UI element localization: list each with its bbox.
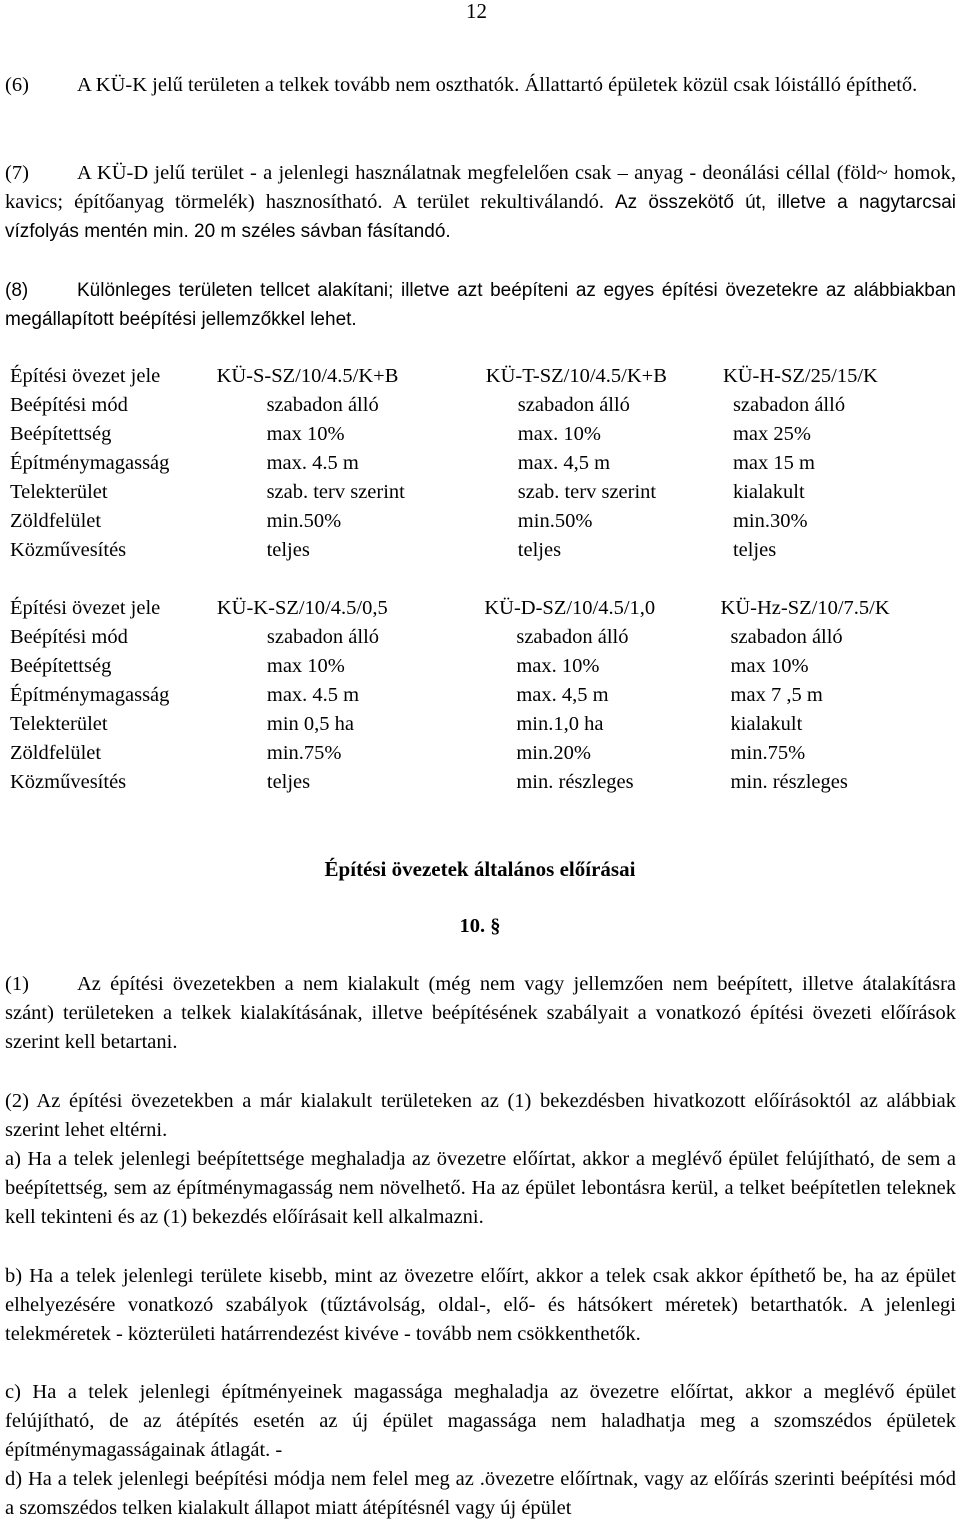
row-label: Építménymagasság [10,452,170,474]
table-cell: max 15 m [732,452,815,474]
page-number: 12 [466,0,487,23]
table-cell: min.75% [266,742,342,764]
row-label: Építménymagasság [10,684,170,706]
table-cell: max. 4,5 m [517,452,611,474]
section-point-c: c) Ha a telek jelenlegi építményeinek magassága meghaladja az övezetre előírtat, akkor a meglévő épület felújítható, de az átépítés esetén az új épület magassága nem haladhatja meg a szomszédos épületek építménymagasságainak átlagát. - [5,1381,956,1461]
row-label: Beépítési mód [10,394,128,416]
table-cell: KÜ-K-SZ/10/4.5/0,5 [216,597,388,619]
row-label: Beépítési mód [10,626,128,648]
table-cell: szabadon álló [266,394,379,416]
table-cell: teljes [732,539,777,561]
table-row [10,449,960,478]
table-cell: KÜ-Hz-SZ/10/7.5/K [720,597,890,619]
table-cell: max 10% [730,655,809,677]
table-cell: max. 4,5 m [516,684,609,706]
table-cell: kialakult [732,481,805,503]
table-cell: max 7 ,5 m [730,684,823,706]
row-label: Zöldfelület [10,510,102,532]
table-cell: max 10% [266,423,345,445]
table-cell: teljes [517,539,562,561]
table-cell: max 25% [732,423,811,445]
row-label: Zöldfelület [10,742,102,764]
table-cell: min 0,5 ha [266,713,354,735]
row-label: Beépítettség [10,655,112,677]
table-row [10,681,960,710]
table-cell: KÜ-D-SZ/10/4.5/1,0 [484,597,656,619]
row-label: Építési övezet jele [10,597,161,619]
row-label: Telekterület [10,481,108,503]
paragraph-text-sans: Az összekötő út, illetve a nagytarcsai vízfolyás mentén min. 20 m széles sávban fásítandó. [5,192,957,242]
paragraph-number: (8) [5,280,29,301]
table-header-row [10,594,960,623]
table-cell: max. 4.5 m [266,452,359,474]
zone-table-1 [10,362,960,565]
table-row [10,536,960,565]
table-cell: max 10% [266,655,345,677]
table-cell: szabadon álló [517,394,630,416]
row-label: Építési övezet jele [10,365,161,387]
zone-table-2 [10,594,960,797]
section-paragraph-2 [5,1087,956,1145]
paragraph-7 [5,159,956,246]
section-title: Építési övezetek általános előírásai [324,857,636,881]
table-cell: teljes [266,539,310,561]
table-cell: max. 10% [516,655,600,677]
table-cell: szab. terv szerint [266,481,405,503]
table-cell: szabadon álló [516,626,629,648]
paragraph-text: Különleges területen tellcet alakítani; illetve azt beépíteni az egyes építési övezetekre az alábbiakban megállapított beépítési jellemzőkkel lehet. [5,280,956,330]
row-label: Közművesítés [10,539,127,561]
table-cell: min.75% [730,742,806,764]
row-label: Telekterület [10,713,108,735]
section-point-d: d) Ha a telek jelenlegi beépítési módja nem felel meg az .övezetre előírtnak, vagy az előírás szerinti beépítési mód a szomszédos telken kialakult állapot miatt átépítésnél vagy új épület [5,1468,956,1519]
table-row [10,739,960,768]
paragraph-number: (1) [5,973,29,995]
table-cell: szabadon álló [732,394,846,416]
table-row [10,768,960,797]
table-row [10,652,960,681]
table-row [10,623,960,652]
table-cell: min. részleges [730,771,848,793]
table-row [10,420,960,449]
table-cell: max. 4.5 m [266,684,360,706]
table-row [10,507,960,536]
table-cell: min.50% [266,510,342,532]
table-cell: min.30% [732,510,808,532]
table-cell: min. részleges [516,771,634,793]
section-number: 10. § [459,915,501,937]
table-cell: min.1,0 ha [516,713,604,735]
paragraph-text: A KÜ-K jelű területen a telkek tovább nem oszthatók. Állattartó épületek közül csak lóistálló építhető. [77,74,918,96]
paragraph-text: A KÜ-D jelű terület - a jelenlegi használatnak megfelelően csak – anyag - deonálási céllal (föld~ homok, kavics; építőanyag törmelék) hasznosítható. A terület rekultiválandó. [5,162,956,213]
row-label: Közművesítés [10,771,127,793]
table-row [10,391,960,420]
table-cell: KÜ-S-SZ/10/4.5/K+B [216,365,399,387]
paragraph-number: (7) [5,162,29,184]
paragraph-number: (6) [5,74,29,96]
table-header-row [10,362,960,391]
paragraph-8 [5,276,956,334]
table-cell: szab. terv szerint [517,481,657,503]
paragraph-text: Az építési övezetekben a nem kialakult (még nem vagy jellemzően nem beépített, illetve átalakításra szánt) területeken a telkek kialakításának, illetve beépítésének szabályait a vonatkozó építési övezeti előírások szerint kell betartani. [5,973,956,1053]
paragraph-6 [5,71,956,100]
section-paragraph-1 [5,970,956,1057]
table-cell: max. 10% [517,423,601,445]
table-cell: KÜ-T-SZ/10/4.5/K+B [485,365,667,387]
table-cell: KÜ-H-SZ/25/15/K [722,365,878,387]
section-point-b: b) Ha a telek jelenlegi területe kisebb, mint az övezetre előírt, akkor a telek csak akkor építhető be, ha az épület elhelyezésére vonatkozó szabályok (tűztávolság, oldal-, elő- és hátsókert méretek) betarthatók. A jelenlegi telekméretek - közterületi határrendezést kivéve - tovább nem csökkenthetők. [5,1265,956,1345]
table-cell: szabadon álló [266,626,380,648]
table-cell: teljes [266,771,311,793]
table-cell: min.50% [517,510,593,532]
paragraph-text: (2) Az építési övezetekben a már kialakult területeken az (1) bekezdésben hivatkozott előírásoktól az alábbiak szerint lehet eltérni. [5,1090,956,1141]
row-label: Beépítettség [10,423,112,445]
table-row [10,710,960,739]
table-cell: min.20% [516,742,591,764]
table-row [10,478,960,507]
table-cell: szabadon álló [730,626,843,648]
section-point-a: a) Ha a telek jelenlegi beépítettsége meghaladja az övezetre előírtat, akkor a meglévő épület felújítható, de sem a beépítettség, sem az építménymagasság nem növelhető. Ha az épület lebontásra kerül, a telket beépítetlen teleknek kell tekinteni és az (1) bekezdés előírásait kell alkalmazni. [5,1148,956,1228]
table-cell: kialakult [730,713,803,735]
